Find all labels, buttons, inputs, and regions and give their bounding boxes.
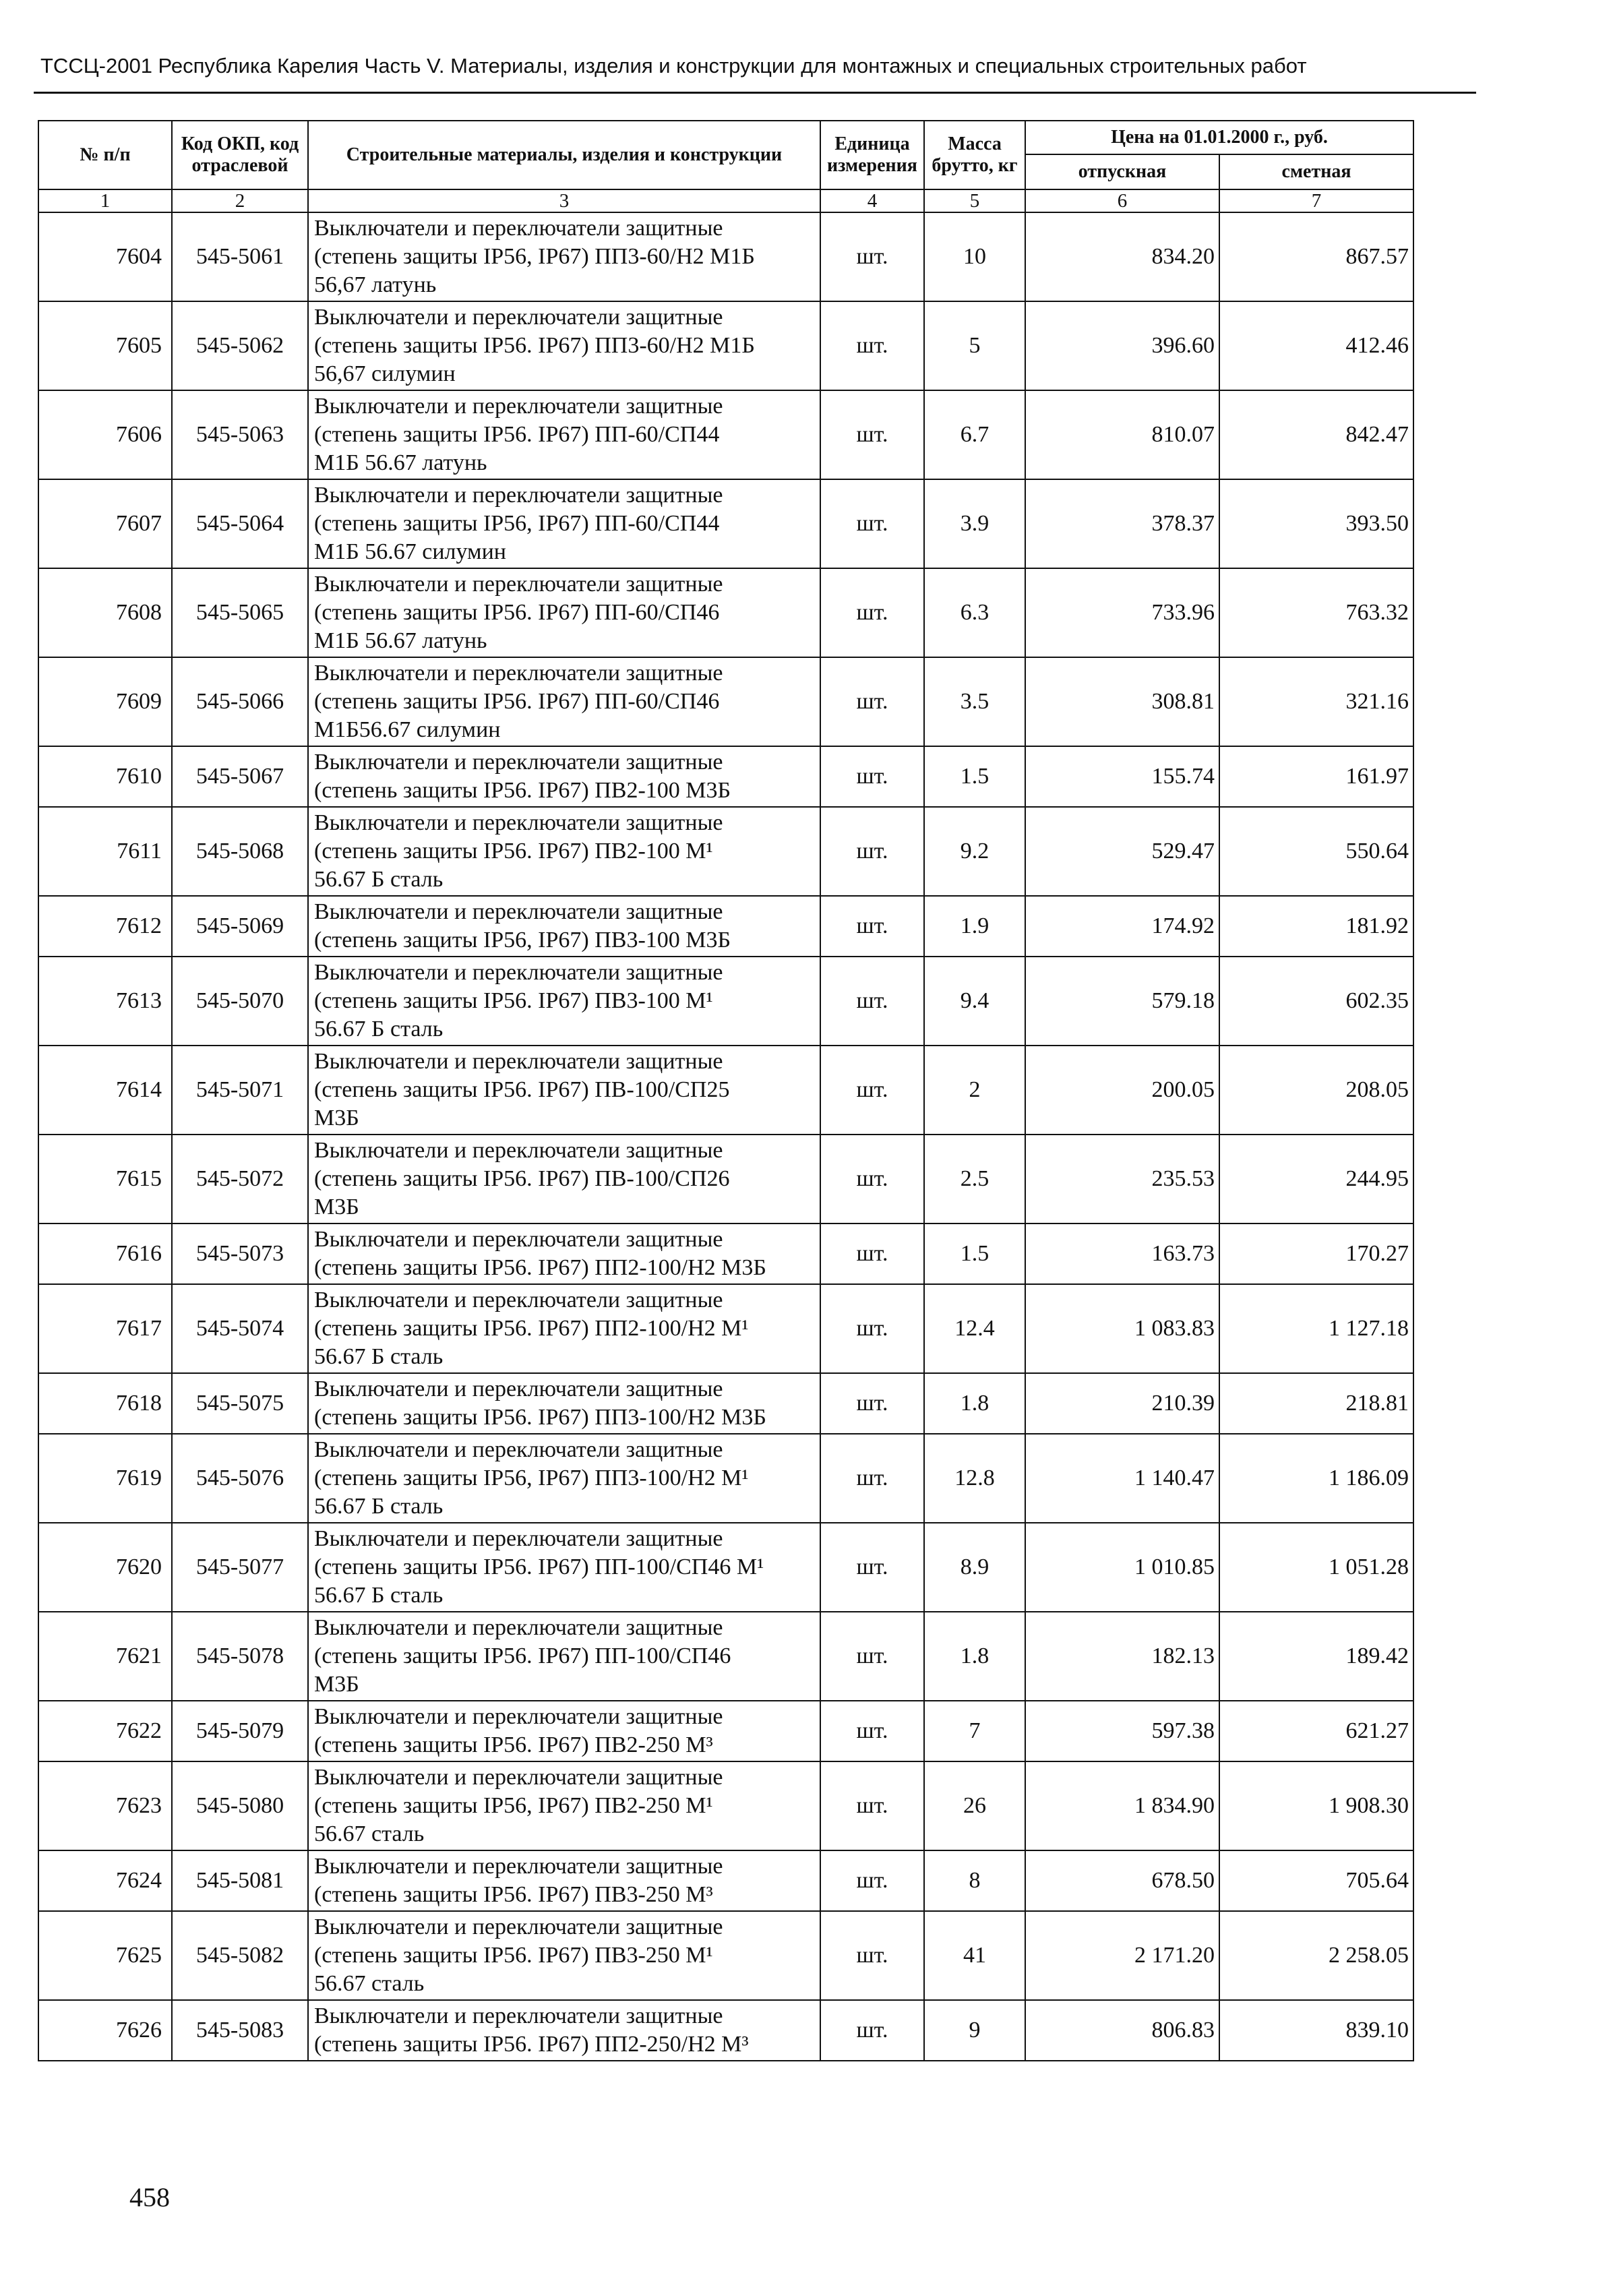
row-price-estimate: 244.95	[1219, 1135, 1413, 1223]
row-unit: шт.	[820, 1911, 924, 2000]
row-mass: 9	[924, 2000, 1025, 2061]
row-description	[308, 568, 820, 657]
row-code: 545-5082	[172, 1911, 308, 2000]
row-unit: шт.	[820, 957, 924, 1046]
row-mass: 6.3	[924, 568, 1025, 657]
row-code: 545-5070	[172, 957, 308, 1046]
row-description	[308, 1761, 820, 1850]
row-price-release: 1 010.85	[1025, 1523, 1219, 1612]
row-price-estimate: 867.57	[1219, 212, 1413, 301]
row-price-release: 597.38	[1025, 1701, 1219, 1761]
row-description-line: М1Б56.67 силумин	[314, 717, 501, 742]
row-unit: шт.	[820, 2000, 924, 2061]
row-price-estimate: 1 051.28	[1219, 1523, 1413, 1612]
page-number: 458	[129, 2182, 170, 2212]
row-price-release: 174.92	[1025, 896, 1219, 957]
table-row	[38, 1373, 1413, 1434]
row-price-release: 396.60	[1025, 301, 1219, 390]
row-description-line: Выключатели и переключатели защитные	[314, 960, 723, 985]
row-description-line: Выключатели и переключатели защитные	[314, 1615, 723, 1640]
row-number: 7614	[38, 1046, 172, 1135]
row-description-line: (степень защиты IP56. IP67) ПВ2-100 М¹	[314, 839, 713, 864]
row-description	[308, 1701, 820, 1761]
row-number: 7608	[38, 568, 172, 657]
row-unit: шт.	[820, 1761, 924, 1850]
row-mass: 1.8	[924, 1373, 1025, 1434]
row-unit: шт.	[820, 568, 924, 657]
col-header-code: Код ОКП, код отраслевой	[172, 121, 308, 189]
row-description-line: М1Б 56.67 силумин	[314, 539, 506, 564]
row-description-line: Выключатели и переключатели защитные	[314, 1914, 723, 1939]
row-number: 7615	[38, 1135, 172, 1223]
row-description-line: (степень защиты IP56. IP67) ПП-60/СП44	[314, 422, 720, 447]
row-description-line: Выключатели и переключатели защитные	[314, 2003, 723, 2028]
row-price-estimate: 621.27	[1219, 1701, 1413, 1761]
row-description-line: (степень защиты IP56. IP67) ПП-100/СП46 М¹	[314, 1554, 764, 1579]
row-description-line: (степень защиты IP56, IP67) ПП-60/СП44	[314, 511, 720, 536]
row-description	[308, 390, 820, 479]
row-description-line: М3Б	[314, 1672, 359, 1697]
row-number: 7623	[38, 1761, 172, 1850]
row-description-line: М3Б	[314, 1195, 359, 1219]
row-number: 7612	[38, 896, 172, 957]
row-price-estimate: 763.32	[1219, 568, 1413, 657]
row-description-line: (степень защиты IP56. IP67) ПП2-100/Н2 М¹	[314, 1316, 749, 1341]
row-unit: шт.	[820, 1284, 924, 1373]
row-description-line: Выключатели и переключатели защитные	[314, 810, 723, 835]
row-code: 545-5078	[172, 1612, 308, 1701]
row-number: 7611	[38, 807, 172, 896]
row-price-release: 378.37	[1025, 479, 1219, 568]
row-price-estimate: 412.46	[1219, 301, 1413, 390]
row-unit: шт.	[820, 1434, 924, 1523]
row-mass: 7	[924, 1701, 1025, 1761]
row-description	[308, 1373, 820, 1434]
row-unit: шт.	[820, 390, 924, 479]
row-number: 7604	[38, 212, 172, 301]
row-description	[308, 1911, 820, 2000]
row-unit: шт.	[820, 1373, 924, 1434]
row-price-estimate: 550.64	[1219, 807, 1413, 896]
row-mass: 2	[924, 1046, 1025, 1135]
row-code: 545-5075	[172, 1373, 308, 1434]
row-description-line: 56.67 Б сталь	[314, 1017, 444, 1041]
row-description-line: Выключатели и переключатели защитные	[314, 1765, 723, 1790]
row-description-line: Выключатели и переключатели защитные	[314, 483, 723, 508]
table-row	[38, 1284, 1413, 1373]
row-description-line: (степень защиты IP56. IP67) ПП3-100/Н2 М3Б	[314, 1405, 766, 1430]
row-price-estimate: 208.05	[1219, 1046, 1413, 1135]
row-description	[308, 807, 820, 896]
row-description	[308, 1135, 820, 1223]
row-price-release: 1 140.47	[1025, 1434, 1219, 1523]
row-description-line: (степень защиты IP56. IP67) ПВ3-250 М¹	[314, 1943, 713, 1968]
col-header-price-estimate: сметная	[1219, 154, 1413, 189]
row-price-estimate: 181.92	[1219, 896, 1413, 957]
row-number: 7626	[38, 2000, 172, 2061]
row-unit: шт.	[820, 212, 924, 301]
row-code: 545-5079	[172, 1701, 308, 1761]
column-number-row	[38, 189, 1413, 212]
row-description	[308, 2000, 820, 2061]
col-header-mass: Масса брутто, кг	[924, 121, 1025, 189]
row-unit: шт.	[820, 1523, 924, 1612]
row-code: 545-5066	[172, 657, 308, 746]
row-mass: 1.5	[924, 1223, 1025, 1284]
table-row	[38, 2000, 1413, 2061]
col-number: 5	[924, 189, 1025, 212]
row-code: 545-5083	[172, 2000, 308, 2061]
row-code: 545-5065	[172, 568, 308, 657]
row-description	[308, 1850, 820, 1911]
row-mass: 1.8	[924, 1612, 1025, 1701]
row-price-estimate: 218.81	[1219, 1373, 1413, 1434]
table-row	[38, 479, 1413, 568]
row-mass: 12.8	[924, 1434, 1025, 1523]
row-code: 545-5077	[172, 1523, 308, 1612]
row-description-line: (степень защиты IP56. IP67) ПВ3-250 М³	[314, 1882, 713, 1907]
row-mass: 5	[924, 301, 1025, 390]
table-row	[38, 1135, 1413, 1223]
row-description-line: Выключатели и переключатели защитные	[314, 750, 723, 775]
row-description	[308, 657, 820, 746]
row-description-line: Выключатели и переключатели защитные	[314, 899, 723, 924]
row-number: 7621	[38, 1612, 172, 1701]
col-number: 7	[1219, 189, 1413, 212]
col-header-num: № п/п	[38, 121, 172, 189]
row-mass: 41	[924, 1911, 1025, 2000]
row-description	[308, 1223, 820, 1284]
row-price-release: 163.73	[1025, 1223, 1219, 1284]
row-price-estimate: 705.64	[1219, 1850, 1413, 1911]
row-price-estimate: 393.50	[1219, 479, 1413, 568]
row-code: 545-5072	[172, 1135, 308, 1223]
col-number: 4	[820, 189, 924, 212]
row-code: 545-5068	[172, 807, 308, 896]
table-row	[38, 1523, 1413, 1612]
table-row	[38, 212, 1413, 301]
row-price-estimate: 321.16	[1219, 657, 1413, 746]
row-mass: 3.5	[924, 657, 1025, 746]
table-row	[38, 1046, 1413, 1135]
row-price-estimate: 839.10	[1219, 2000, 1413, 2061]
row-price-release: 182.13	[1025, 1612, 1219, 1701]
col-number: 1	[38, 189, 172, 212]
row-code: 545-5064	[172, 479, 308, 568]
table-row	[38, 1223, 1413, 1284]
row-price-release: 579.18	[1025, 957, 1219, 1046]
row-description-line: Выключатели и переключатели защитные	[314, 216, 723, 241]
row-description	[308, 1046, 820, 1135]
row-price-estimate: 602.35	[1219, 957, 1413, 1046]
row-description-line: Выключатели и переключатели защитные	[314, 1526, 723, 1551]
col-header-desc: Строительные материалы, изделия и конструкции	[308, 121, 820, 189]
row-mass: 1.5	[924, 746, 1025, 807]
row-mass: 9.4	[924, 957, 1025, 1046]
row-description-line: Выключатели и переключатели защитные	[314, 1227, 723, 1252]
row-description-line: 56.67 сталь	[314, 1971, 425, 1996]
price-table	[38, 120, 1414, 2061]
row-code: 545-5062	[172, 301, 308, 390]
row-description-line: (степень защиты IP56. IP67) ПВ3-100 М¹	[314, 988, 713, 1013]
row-description	[308, 957, 820, 1046]
table-row	[38, 1701, 1413, 1761]
row-description-line: Выключатели и переключатели защитные	[314, 305, 723, 330]
row-description-line: 56.67 Б сталь	[314, 1344, 444, 1369]
row-description-line: Выключатели и переключатели защитные	[314, 394, 723, 419]
row-price-release: 200.05	[1025, 1046, 1219, 1135]
row-description-line: Выключатели и переключатели защитные	[314, 1437, 723, 1462]
row-price-release: 834.20	[1025, 212, 1219, 301]
row-price-estimate: 842.47	[1219, 390, 1413, 479]
row-mass: 1.9	[924, 896, 1025, 957]
row-description-line: 56,67 латунь	[314, 272, 437, 297]
row-unit: шт.	[820, 657, 924, 746]
row-description	[308, 1523, 820, 1612]
row-description-line: (степень защиты IP56, IP67) ПП3-100/Н2 М¹	[314, 1466, 749, 1490]
row-description-line: (степень защиты IP56. IP67) ПВ-100/СП26	[314, 1166, 730, 1191]
row-price-release: 2 171.20	[1025, 1911, 1219, 2000]
row-description-line: (степень защиты IP56. IP67) ПП2-100/Н2 М3Б	[314, 1255, 766, 1280]
row-description-line: 56.67 Б сталь	[314, 1494, 444, 1519]
row-price-release: 210.39	[1025, 1373, 1219, 1434]
row-price-release: 1 083.83	[1025, 1284, 1219, 1373]
row-description-line: 56.67 сталь	[314, 1821, 425, 1846]
row-description	[308, 1284, 820, 1373]
row-number: 7610	[38, 746, 172, 807]
col-number: 3	[308, 189, 820, 212]
row-price-estimate: 170.27	[1219, 1223, 1413, 1284]
row-number: 7625	[38, 1911, 172, 2000]
row-description-line: Выключатели и переключатели защитные	[314, 1049, 723, 1074]
row-description-line: Выключатели и переключатели защитные	[314, 572, 723, 597]
row-price-release: 1 834.90	[1025, 1761, 1219, 1850]
row-mass: 2.5	[924, 1135, 1025, 1223]
row-description	[308, 1612, 820, 1701]
row-price-estimate: 1 127.18	[1219, 1284, 1413, 1373]
row-unit: шт.	[820, 1046, 924, 1135]
row-unit: шт.	[820, 1850, 924, 1911]
row-code: 545-5081	[172, 1850, 308, 1911]
row-description-line: Выключатели и переключатели защитные	[314, 1854, 723, 1879]
row-code: 545-5076	[172, 1434, 308, 1523]
row-number: 7609	[38, 657, 172, 746]
row-description-line: Выключатели и переключатели защитные	[314, 1377, 723, 1401]
row-code: 545-5074	[172, 1284, 308, 1373]
row-description-line: (степень защиты IP56, IP67) ПП3-60/Н2 М1Б	[314, 244, 755, 269]
row-number: 7622	[38, 1701, 172, 1761]
row-unit: шт.	[820, 1135, 924, 1223]
row-number: 7613	[38, 957, 172, 1046]
row-mass: 10	[924, 212, 1025, 301]
row-description-line: (степень защиты IP56. IP67) ПВ-100/СП25	[314, 1077, 730, 1102]
row-price-release: 810.07	[1025, 390, 1219, 479]
page-header-title: ТССЦ-2001 Республика Карелия Часть V. Материалы, изделия и конструкции для монтажных и специальных строительных работ	[40, 54, 1307, 78]
row-unit: шт.	[820, 896, 924, 957]
table-row	[38, 1434, 1413, 1523]
row-unit: шт.	[820, 479, 924, 568]
col-number: 6	[1025, 189, 1219, 212]
row-price-estimate: 161.97	[1219, 746, 1413, 807]
row-unit: шт.	[820, 1223, 924, 1284]
row-description-line: Выключатели и переключатели защитные	[314, 1138, 723, 1163]
row-unit: шт.	[820, 1612, 924, 1701]
col-header-price-group: Цена на 01.01.2000 г., руб.	[1025, 121, 1413, 154]
row-code: 545-5080	[172, 1761, 308, 1850]
row-code: 545-5071	[172, 1046, 308, 1135]
row-unit: шт.	[820, 746, 924, 807]
table-row	[38, 746, 1413, 807]
row-description-line: (степень защиты IP56. IP67) ПВ2-250 М³	[314, 1732, 713, 1757]
row-mass: 12.4	[924, 1284, 1025, 1373]
row-number: 7624	[38, 1850, 172, 1911]
row-description-line: Выключатели и переключатели защитные	[314, 661, 723, 686]
row-description	[308, 301, 820, 390]
row-code: 545-5061	[172, 212, 308, 301]
row-description-line: 56.67 Б сталь	[314, 1583, 444, 1608]
row-description-line: Выключатели и переключатели защитные	[314, 1704, 723, 1729]
row-description-line: Выключатели и переключатели защитные	[314, 1288, 723, 1312]
row-description-line: (степень защиты IP56. IP67) ПП-100/СП46	[314, 1643, 731, 1668]
row-price-release: 733.96	[1025, 568, 1219, 657]
row-mass: 8.9	[924, 1523, 1025, 1612]
row-mass: 8	[924, 1850, 1025, 1911]
row-mass: 6.7	[924, 390, 1025, 479]
row-unit: шт.	[820, 1701, 924, 1761]
row-price-estimate: 1 908.30	[1219, 1761, 1413, 1850]
row-number: 7606	[38, 390, 172, 479]
row-price-estimate: 189.42	[1219, 1612, 1413, 1701]
row-mass: 3.9	[924, 479, 1025, 568]
row-number: 7619	[38, 1434, 172, 1523]
row-mass: 9.2	[924, 807, 1025, 896]
table-row	[38, 1761, 1413, 1850]
row-description-line: 56,67 силумин	[314, 361, 456, 386]
row-price-release: 678.50	[1025, 1850, 1219, 1911]
row-price-release: 155.74	[1025, 746, 1219, 807]
table-body	[38, 212, 1413, 2061]
row-price-release: 529.47	[1025, 807, 1219, 896]
col-number: 2	[172, 189, 308, 212]
row-unit: шт.	[820, 807, 924, 896]
row-description-line: (степень защиты IP56. IP67) ПП3-60/Н2 М1Б	[314, 333, 755, 358]
table-row	[38, 1911, 1413, 2000]
row-description-line: (степень защиты IP56, IP67) ПВ2-250 М¹	[314, 1793, 713, 1818]
row-description	[308, 896, 820, 957]
table-row	[38, 568, 1413, 657]
table-row	[38, 807, 1413, 896]
row-price-estimate: 1 186.09	[1219, 1434, 1413, 1523]
row-description-line: (степень защиты IP56. IP67) ПВ2-100 М3Б	[314, 778, 731, 803]
row-code: 545-5069	[172, 896, 308, 957]
row-description	[308, 1434, 820, 1523]
row-description	[308, 746, 820, 807]
table-row	[38, 301, 1413, 390]
row-description-line: (степень защиты IP56, IP67) ПВ3-100 М3Б	[314, 928, 731, 953]
row-description-line: (степень защиты IP56. IP67) ПП-60/СП46	[314, 689, 720, 714]
row-price-release: 235.53	[1025, 1135, 1219, 1223]
row-number: 7620	[38, 1523, 172, 1612]
row-description-line: 56.67 Б сталь	[314, 867, 444, 892]
row-number: 7607	[38, 479, 172, 568]
row-description-line: (степень защиты IP56. IP67) ПП2-250/Н2 М³	[314, 2032, 749, 2057]
col-header-unit: Единица измерения	[820, 121, 924, 189]
row-description-line: (степень защиты IP56. IP67) ПП-60/СП46	[314, 600, 720, 625]
row-price-estimate: 2 258.05	[1219, 1911, 1413, 2000]
row-description	[308, 479, 820, 568]
row-mass: 26	[924, 1761, 1025, 1850]
table-row	[38, 957, 1413, 1046]
table-row	[38, 1612, 1413, 1701]
table-row	[38, 657, 1413, 746]
row-description-line: М1Б 56.67 латунь	[314, 628, 487, 653]
row-description	[308, 212, 820, 301]
row-code: 545-5067	[172, 746, 308, 807]
col-header-price-release: отпускная	[1025, 154, 1219, 189]
row-unit: шт.	[820, 301, 924, 390]
table-row	[38, 390, 1413, 479]
row-price-release: 308.81	[1025, 657, 1219, 746]
row-number: 7616	[38, 1223, 172, 1284]
row-code: 545-5063	[172, 390, 308, 479]
row-code: 545-5073	[172, 1223, 308, 1284]
header-rule	[34, 92, 1476, 94]
row-number: 7605	[38, 301, 172, 390]
row-description-line: М1Б 56.67 латунь	[314, 450, 487, 475]
table-row	[38, 1850, 1413, 1911]
row-description-line: М3Б	[314, 1106, 359, 1130]
table-row	[38, 896, 1413, 957]
row-number: 7618	[38, 1373, 172, 1434]
row-number: 7617	[38, 1284, 172, 1373]
row-price-release: 806.83	[1025, 2000, 1219, 2061]
